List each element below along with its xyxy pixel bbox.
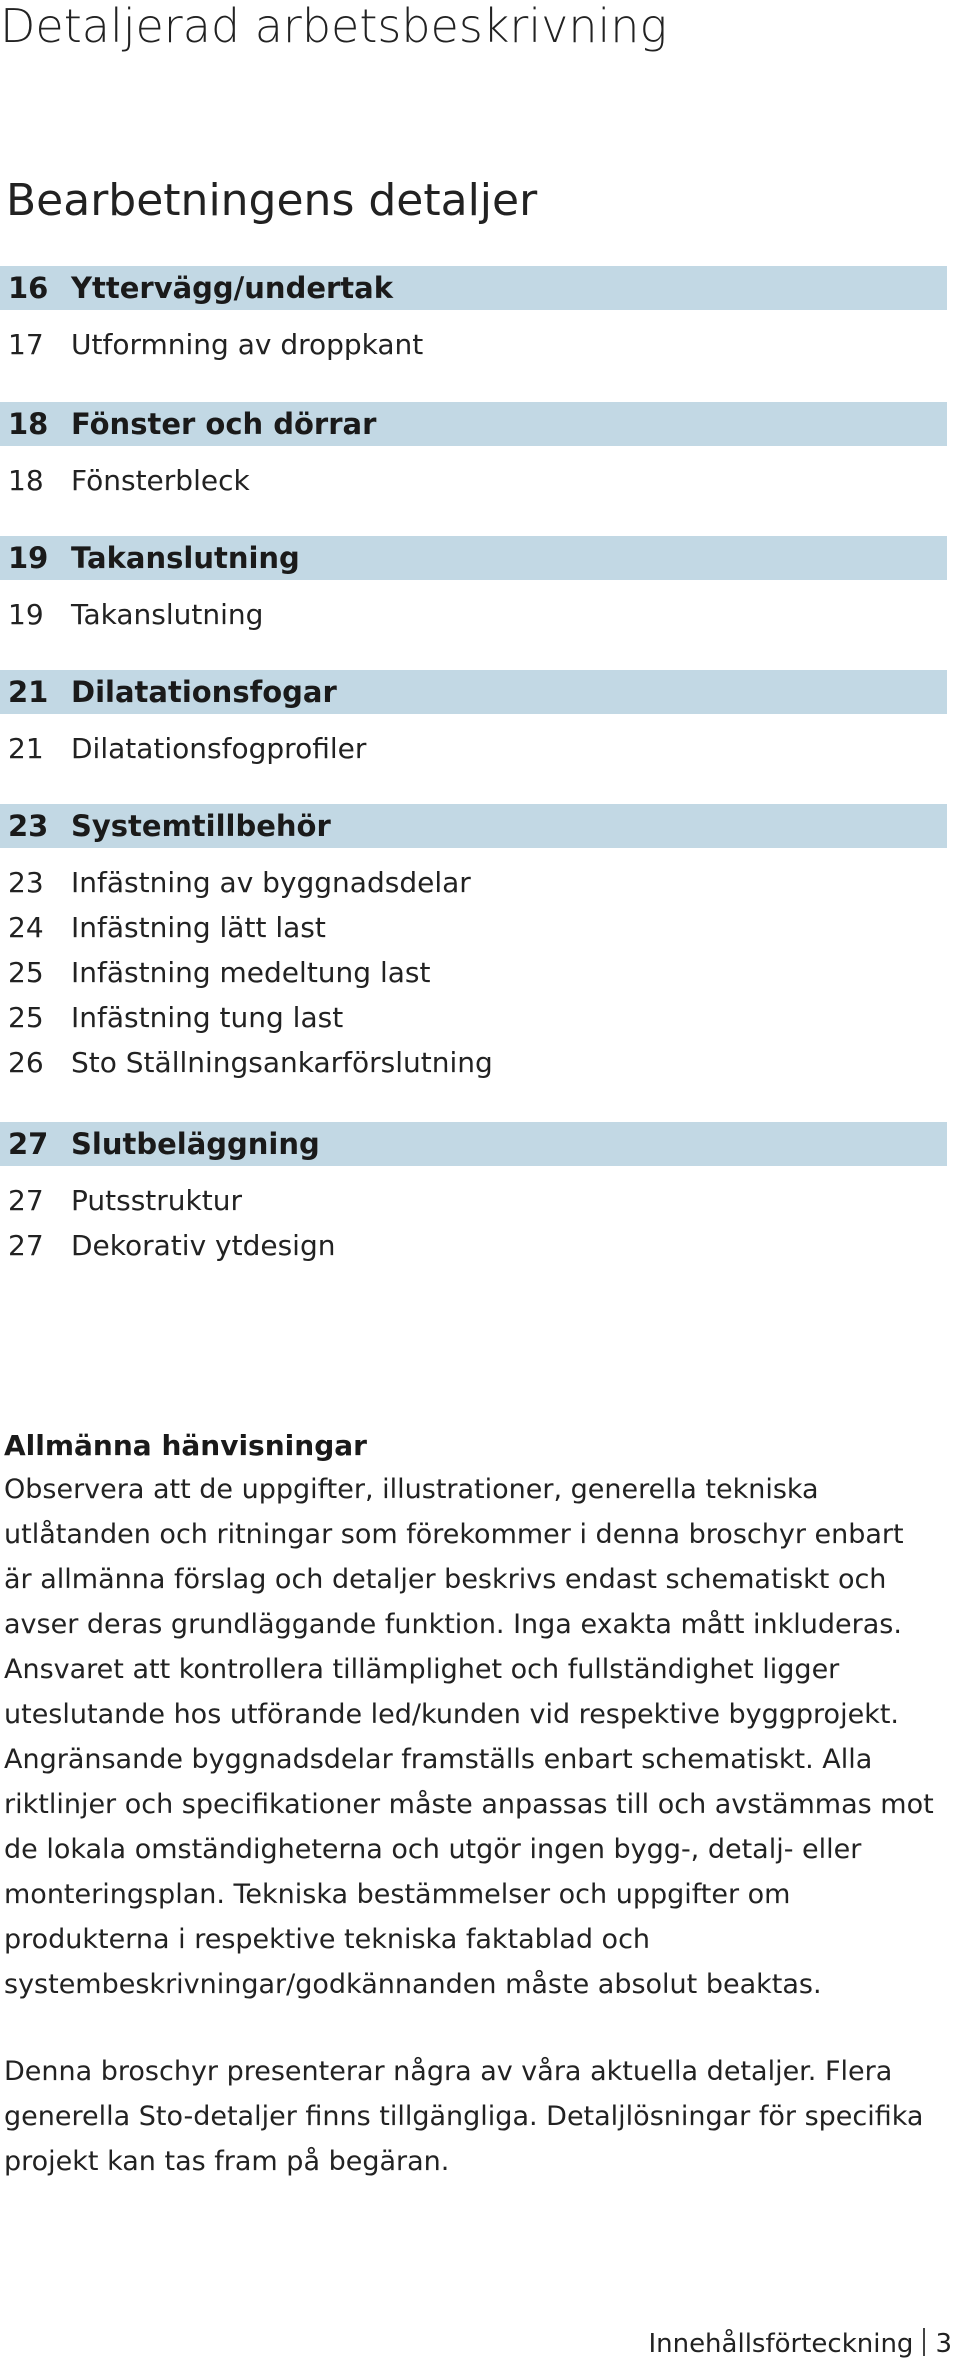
toc-group-number: 21 bbox=[8, 675, 49, 709]
page-title: Detaljerad arbetsbeskrivning bbox=[0, 0, 668, 53]
toc-item-number: 25 bbox=[8, 1001, 44, 1034]
toc-group bbox=[0, 670, 947, 771]
toc-group bbox=[0, 402, 947, 503]
toc-item-number: 27 bbox=[8, 1184, 44, 1217]
toc-group-label: Dilatationsfogar bbox=[71, 675, 337, 709]
toc-group-header[interactable] bbox=[0, 402, 947, 446]
toc-item-label: Sto Ställningsankarförslutning bbox=[71, 1046, 493, 1079]
notes-paragraph: Denna broschyr presenterar några av våra aktuella detaljer. Flera generella Sto-detaljer finns tillgängliga. Detaljlösningar för specifika projekt kan tas fram på begäran. bbox=[4, 2056, 924, 2177]
footer-section-label: Innehållsförteckning bbox=[648, 2329, 914, 2359]
toc-group bbox=[0, 804, 947, 1085]
toc-group-header[interactable] bbox=[0, 266, 947, 310]
toc-group-number: 27 bbox=[8, 1127, 49, 1161]
toc-item-label: Infästning lätt last bbox=[71, 911, 326, 944]
toc-item-number: 17 bbox=[8, 328, 44, 361]
toc-item-label: Dekorativ ytdesign bbox=[71, 1229, 336, 1262]
toc-group bbox=[0, 536, 947, 637]
toc-item-number: 27 bbox=[8, 1229, 44, 1262]
toc-item-label: Fönsterbleck bbox=[71, 464, 250, 497]
toc-group-label: Fönster och dörrar bbox=[71, 407, 377, 441]
toc-item[interactable] bbox=[0, 950, 947, 995]
toc-item[interactable] bbox=[0, 1040, 947, 1085]
toc-group-header[interactable] bbox=[0, 804, 947, 848]
toc-item[interactable] bbox=[0, 322, 947, 367]
toc-group-header[interactable] bbox=[0, 1122, 947, 1166]
toc-group-label: Yttervägg/undertak bbox=[71, 271, 394, 305]
toc-item-label: Infästning tung last bbox=[71, 1001, 344, 1034]
notes-paragraph: Observera att de uppgifter, illustrationer, generella tekniska utlåtanden och ritningar som förekommer i denna broschyr enbart är allmänna förslag och detaljer beskrivs endast schematiskt och avser deras grundläggande funktion. Inga exakta mått inkluderas. Ansvaret att kontrollera tillämplighet och fullständighet ligger uteslutande hos utförande led/kunden vid respektive byggprojekt. Angränsande byggnadsdelar framställs enbart schematiskt. Alla riktlinjer och specifikationer måste anpassas till och avstämmas mot de lokala omständigheterna och utgör ingen bygg-, detalj- eller monteringsplan. Tekniska bestämmelser och uppgifter om produkterna i respektive tekniska faktablad och systembeskrivningar/godkännanden måste absolut beaktas. bbox=[4, 1474, 934, 2000]
toc-item-number: 25 bbox=[8, 956, 44, 989]
toc-item-number: 19 bbox=[8, 598, 44, 631]
toc-item[interactable] bbox=[0, 1223, 947, 1268]
toc-item-label: Utformning av droppkant bbox=[71, 328, 424, 361]
toc-group-number: 16 bbox=[8, 271, 49, 305]
toc-item-label: Infästning medeltung last bbox=[71, 956, 431, 989]
toc-group-header[interactable] bbox=[0, 670, 947, 714]
toc-item-label: Dilatationsfogprofiler bbox=[71, 732, 367, 765]
toc-item-number: 23 bbox=[8, 866, 44, 899]
page-number: 3 bbox=[935, 2329, 952, 2359]
toc-group-label: Slutbeläggning bbox=[71, 1127, 320, 1161]
section-title: Bearbetningens detaljer bbox=[6, 175, 538, 226]
toc-group-number: 18 bbox=[8, 407, 49, 441]
toc-item[interactable] bbox=[0, 905, 947, 950]
toc-item[interactable] bbox=[0, 726, 947, 771]
toc-group bbox=[0, 266, 947, 367]
toc-item-number: 24 bbox=[8, 911, 44, 944]
toc-group-number: 23 bbox=[8, 809, 49, 843]
general-notes bbox=[4, 1425, 934, 2184]
toc-group-label: Systemtillbehör bbox=[71, 809, 331, 843]
toc-item[interactable] bbox=[0, 458, 947, 503]
toc-group bbox=[0, 1122, 947, 1268]
toc-item-label: Infästning av byggnadsdelar bbox=[71, 866, 471, 899]
toc-item-number: 21 bbox=[8, 732, 44, 765]
toc-item[interactable] bbox=[0, 995, 947, 1040]
toc-group-header[interactable] bbox=[0, 536, 947, 580]
toc-item-number: 26 bbox=[8, 1046, 44, 1079]
toc-item[interactable] bbox=[0, 592, 947, 637]
footer-divider bbox=[923, 2328, 925, 2356]
toc-group-number: 19 bbox=[8, 541, 49, 575]
toc-item-label: Putsstruktur bbox=[71, 1184, 242, 1217]
toc-item-label: Takanslutning bbox=[71, 598, 264, 631]
toc-item[interactable] bbox=[0, 1178, 947, 1223]
toc-item[interactable] bbox=[0, 860, 947, 905]
page-footer bbox=[648, 2326, 952, 2362]
notes-title: Allmänna hänvisningar bbox=[4, 1429, 367, 1462]
toc-group-label: Takanslutning bbox=[71, 541, 300, 575]
toc-item-number: 18 bbox=[8, 464, 44, 497]
